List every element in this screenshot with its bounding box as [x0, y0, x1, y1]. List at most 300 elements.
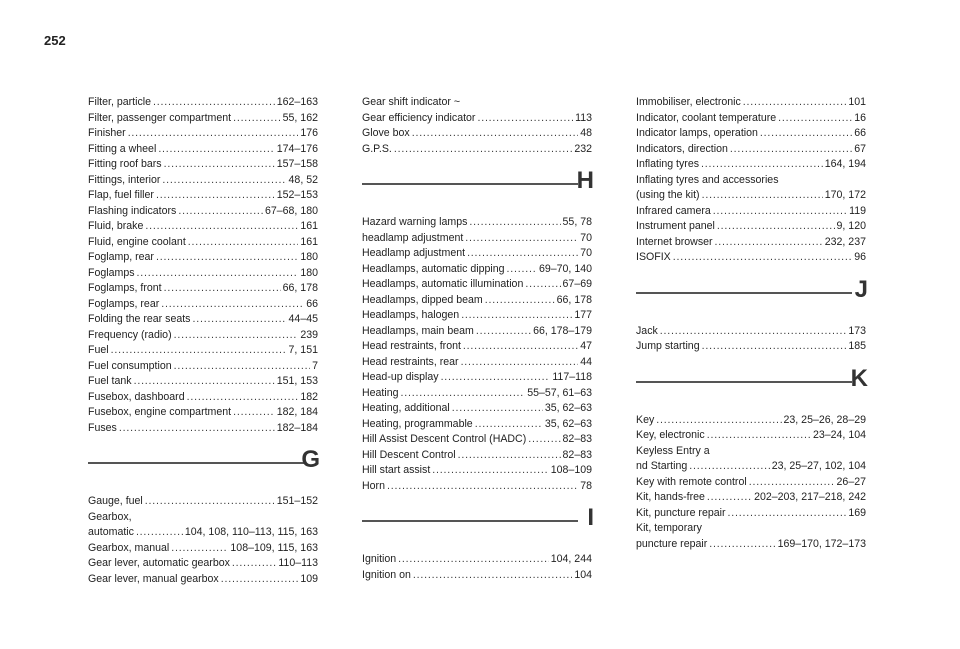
page-reference: 104, 108, 110–113, 115, 163 — [184, 526, 318, 538]
dot-leader — [528, 432, 560, 448]
dot-leader — [232, 556, 276, 572]
index-entry — [636, 126, 866, 142]
index-entry — [362, 568, 592, 584]
index-term: Fitting a wheel — [88, 142, 157, 155]
page-reference: 55, 78 — [562, 216, 592, 228]
section-header — [636, 355, 866, 413]
index-entry-line: Kit, temporary — [636, 522, 702, 534]
index-term: automatic — [88, 526, 134, 538]
page-reference: 104 — [574, 568, 592, 581]
index-term: Horn — [362, 479, 385, 492]
section-letter: I — [587, 504, 594, 531]
index-term: ISOFIX — [636, 251, 671, 263]
index-term: Fluid, brake — [88, 220, 144, 232]
dot-leader — [233, 405, 275, 421]
index-term: Indicator, coolant temperature — [636, 111, 777, 124]
page-reference: 101 — [848, 96, 866, 108]
index-term: Headlamps, dipped beam — [362, 293, 483, 306]
page-reference: 232, 237 — [824, 235, 866, 248]
dot-leader — [153, 95, 275, 111]
index-entry — [88, 188, 318, 204]
index-column-3 — [636, 95, 866, 552]
index-term: Head restraints, rear — [362, 355, 459, 368]
index-term: Heating — [362, 386, 399, 399]
index-entry — [88, 235, 318, 251]
dot-leader — [465, 231, 578, 247]
dot-leader — [485, 293, 555, 309]
index-term: Gearbox, manual — [88, 541, 170, 554]
index-term: G.P.S. — [362, 142, 392, 155]
index-entry — [362, 417, 592, 433]
index-entry — [362, 262, 592, 278]
index-entry — [362, 324, 592, 340]
page-reference: 44 — [580, 355, 592, 368]
dot-leader — [702, 188, 823, 204]
page-reference: 55–57, 61–63 — [527, 386, 592, 399]
index-entry — [636, 537, 866, 553]
index-entry — [362, 126, 592, 142]
page-reference: 82–83 — [562, 433, 592, 445]
index-entry — [88, 204, 318, 220]
dot-leader — [476, 324, 531, 340]
page-reference: 161 — [300, 235, 318, 248]
index-entry — [88, 359, 318, 375]
page-reference: 47 — [580, 340, 592, 352]
index-term: Headlamps, automatic illumination — [362, 278, 524, 290]
index-entry-line: Inflating tyres and accessories — [636, 173, 779, 186]
index-term: Headlamps, automatic dipping — [362, 262, 505, 275]
dot-leader — [398, 552, 549, 568]
index-term: Heating, additional — [362, 402, 450, 414]
dot-leader — [749, 475, 835, 491]
index-entry — [362, 293, 592, 309]
dot-leader — [221, 572, 299, 588]
index-entry — [636, 142, 866, 158]
index-term: Fusebox, engine compartment — [88, 406, 232, 418]
page-reference: 151–152 — [276, 495, 318, 507]
page-reference: 7 — [312, 359, 318, 372]
index-term: Flap, fuel filler — [88, 189, 154, 201]
index-entry — [636, 339, 866, 355]
index-entry — [636, 475, 866, 491]
page-reference: 67–69 — [562, 278, 592, 290]
index-term: Fuel — [88, 344, 109, 356]
dot-leader — [401, 386, 526, 402]
dot-leader — [174, 359, 310, 375]
dot-leader — [458, 448, 561, 464]
index-term: Headlamps, main beam — [362, 324, 474, 337]
index-term: Fittings, interior — [88, 173, 161, 186]
index-entry — [88, 541, 318, 557]
index-term: Indicator lamps, operation — [636, 127, 758, 139]
page-reference: 55, 162 — [282, 111, 318, 124]
index-entry — [362, 111, 592, 127]
page-number: 252 — [44, 33, 66, 48]
index-term: Gauge, fuel — [88, 495, 143, 507]
dot-leader — [467, 246, 578, 262]
dot-leader — [713, 204, 847, 220]
index-entry — [362, 308, 592, 324]
index-entry — [88, 328, 318, 344]
index-term: Headlamps, halogen — [362, 309, 460, 321]
index-term: Filter, particle — [88, 96, 151, 108]
index-term: Fuel consumption — [88, 359, 172, 372]
section-divider — [636, 381, 852, 383]
page-reference: 48, 52 — [288, 173, 318, 186]
dot-leader — [145, 219, 298, 235]
index-entry — [88, 343, 318, 359]
dot-leader — [477, 111, 573, 127]
section-divider — [362, 520, 578, 522]
index-entry — [362, 448, 592, 464]
index-term: Immobiliser, electronic — [636, 96, 741, 108]
dot-leader — [689, 459, 769, 475]
page-reference: 239 — [300, 328, 318, 341]
index-term: Fitting roof bars — [88, 158, 162, 170]
index-term: Foglamps, rear — [88, 297, 160, 310]
index-entry — [636, 413, 866, 429]
section-divider — [636, 292, 852, 294]
dot-leader — [707, 428, 811, 444]
page-reference: 44–45 — [288, 313, 318, 325]
index-entry — [636, 111, 866, 127]
index-entry-line: Keyless Entry a — [636, 444, 710, 457]
page-reference: 182, 184 — [276, 406, 318, 418]
index-entry-line: Gearbox, — [88, 510, 132, 523]
index-entry — [88, 572, 318, 588]
index-term: Inflating tyres — [636, 158, 700, 170]
index-entry — [362, 401, 592, 417]
dot-leader — [233, 111, 281, 127]
index-entry — [362, 479, 592, 495]
page-reference: 182–184 — [276, 421, 318, 434]
page-reference: 152–153 — [276, 189, 318, 201]
index-entry — [362, 463, 592, 479]
index-entry — [362, 339, 592, 355]
index-column-2 — [362, 95, 592, 583]
page-reference: 169–170, 172–173 — [777, 537, 866, 550]
page-reference: 23, 25–27, 102, 104 — [771, 460, 866, 472]
index-term: Hill Descent Control — [362, 448, 456, 461]
dot-leader — [164, 281, 281, 297]
dot-leader — [158, 142, 274, 158]
index-term: Kit, puncture repair — [636, 506, 726, 519]
dot-leader — [136, 525, 183, 541]
page-reference: 108–109, 115, 163 — [230, 541, 318, 554]
section-letter: K — [850, 364, 868, 392]
dot-leader — [656, 413, 781, 429]
index-entry — [88, 111, 318, 127]
index-entry — [88, 173, 318, 189]
dot-leader — [707, 490, 752, 506]
index-entry — [362, 231, 592, 247]
page-reference: 78 — [580, 479, 592, 492]
dot-leader — [701, 157, 823, 173]
index-entry — [636, 204, 866, 220]
index-term: Folding the rear seats — [88, 313, 191, 325]
dot-leader — [174, 328, 299, 344]
index-term: Hill start assist — [362, 464, 431, 476]
dot-leader — [709, 537, 775, 553]
section-header — [636, 266, 866, 324]
index-term: Headlamp adjustment — [362, 247, 466, 259]
dot-leader — [702, 339, 847, 355]
index-entry — [362, 355, 592, 371]
page-reference: 23–24, 104 — [812, 429, 866, 441]
page-reference: 26–27 — [836, 475, 866, 488]
index-term: Filter, passenger compartment — [88, 111, 232, 124]
index-entry — [88, 95, 318, 111]
index-term: Key with remote control — [636, 475, 747, 488]
dot-leader — [463, 339, 578, 355]
page-reference: 232 — [574, 142, 592, 155]
page-reference: 66 — [854, 127, 866, 139]
index-term: Fuses — [88, 421, 117, 434]
page-reference: 70 — [580, 231, 592, 244]
page-reference: 151, 153 — [276, 375, 318, 387]
index-entry — [362, 370, 592, 386]
dot-leader — [128, 126, 299, 142]
index-entry — [88, 250, 318, 266]
index-term: headlamp adjustment — [362, 231, 464, 244]
index-entry — [362, 552, 592, 568]
index-term: Glove box — [362, 127, 410, 139]
dot-leader — [137, 266, 299, 282]
dot-leader — [743, 95, 847, 111]
page-reference: 108–109 — [550, 464, 592, 476]
index-entry — [636, 490, 866, 506]
dot-leader — [728, 506, 847, 522]
page-reference: 66, 178 — [556, 293, 592, 306]
index-entry — [88, 374, 318, 390]
page-reference: 82–83 — [562, 448, 592, 461]
index-entry — [88, 266, 318, 282]
dot-leader — [760, 126, 852, 142]
dot-leader — [475, 417, 543, 433]
index-entry — [88, 297, 318, 313]
index-entry — [362, 386, 592, 402]
page-reference: 96 — [854, 251, 866, 263]
dot-leader — [717, 219, 835, 235]
index-entry — [88, 421, 318, 437]
page-reference: 170, 172 — [824, 189, 866, 201]
page-reference: 164, 194 — [824, 158, 866, 170]
dot-leader — [412, 126, 579, 142]
dot-leader — [660, 324, 847, 340]
section-header — [362, 494, 592, 552]
index-entry — [88, 556, 318, 572]
section-divider — [362, 183, 578, 185]
dot-leader — [525, 277, 560, 293]
index-entry — [636, 219, 866, 235]
page-reference: 157–158 — [276, 158, 318, 170]
dot-leader — [387, 479, 578, 495]
index-entry — [636, 428, 866, 444]
page-reference: 66, 178 — [282, 282, 318, 294]
index-entry — [88, 126, 318, 142]
page-reference: 110–113 — [278, 557, 318, 569]
section-letter: J — [854, 275, 868, 303]
index-entry — [636, 95, 866, 111]
dot-leader — [162, 173, 286, 189]
section-letter: H — [576, 167, 594, 194]
dot-leader — [469, 215, 560, 231]
page-reference: 182 — [300, 390, 318, 403]
dot-leader — [134, 374, 275, 390]
index-entry — [88, 157, 318, 173]
page-reference: 173 — [848, 324, 866, 337]
dot-leader — [171, 541, 228, 557]
dot-leader — [413, 568, 572, 584]
index-term: Hill Assist Descent Control (HADC) — [362, 433, 527, 445]
page-reference: 66, 178–179 — [533, 324, 592, 337]
index-term: Gear lever, automatic gearbox — [88, 557, 230, 569]
dot-leader — [188, 235, 299, 251]
page-reference: 70 — [580, 247, 592, 259]
index-term: Head restraints, front — [362, 340, 461, 352]
section-header — [362, 157, 592, 215]
dot-leader — [111, 343, 287, 359]
section-letter: G — [301, 446, 320, 473]
page-reference: 16 — [854, 111, 866, 124]
page-reference: 7, 151 — [288, 344, 318, 356]
dot-leader — [778, 111, 852, 127]
index-term: Flashing indicators — [88, 204, 177, 217]
dot-leader — [119, 421, 275, 437]
index-entry — [88, 525, 318, 541]
index-entry — [88, 312, 318, 328]
index-term: Kit, hands-free — [636, 491, 705, 503]
page-reference: 185 — [848, 340, 866, 352]
index-term: (using the kit) — [636, 189, 700, 201]
dot-leader — [187, 390, 299, 406]
page-reference: 67–68, 180 — [264, 204, 318, 217]
index-entry — [88, 390, 318, 406]
index-entry — [88, 142, 318, 158]
section-header — [88, 436, 318, 494]
index-term: Key, electronic — [636, 429, 705, 441]
page-reference: 35, 62–63 — [544, 417, 592, 430]
dot-leader — [715, 235, 823, 251]
dot-leader — [145, 494, 275, 510]
dot-leader — [164, 157, 275, 173]
page-reference: 174–176 — [276, 142, 318, 155]
page-reference: 161 — [300, 220, 318, 232]
dot-leader — [432, 463, 548, 479]
dot-leader — [161, 297, 304, 313]
dot-leader — [507, 262, 537, 278]
index-term: Jack — [636, 324, 658, 337]
page-reference: 117–118 — [552, 371, 592, 383]
page-reference: 162–163 — [276, 96, 318, 108]
index-term: Internet browser — [636, 235, 713, 248]
page-reference: 104, 244 — [550, 553, 592, 565]
page-reference: 48 — [580, 127, 592, 139]
index-term: Frequency (radio) — [88, 328, 172, 341]
index-term: Infrared camera — [636, 204, 711, 217]
dot-leader — [452, 401, 543, 417]
index-entry — [636, 157, 866, 173]
index-entry — [362, 215, 592, 231]
page-reference: 119 — [849, 204, 866, 217]
dot-leader — [673, 250, 852, 266]
index-entry — [636, 506, 866, 522]
section-divider — [88, 462, 304, 464]
dot-leader — [441, 370, 551, 386]
index-term: Gear efficiency indicator — [362, 111, 476, 124]
page-reference: 176 — [300, 127, 318, 139]
index-term: Head-up display — [362, 371, 439, 383]
index-entry — [362, 142, 592, 158]
index-term: Finisher — [88, 127, 126, 139]
index-term: nd Starting — [636, 460, 688, 472]
page-reference: 169 — [848, 506, 866, 519]
index-entry — [362, 432, 592, 448]
dot-leader — [156, 188, 275, 204]
page-reference: 23, 25–26, 28–29 — [783, 413, 866, 426]
index-entry — [88, 219, 318, 235]
page-reference: 177 — [574, 309, 592, 321]
index-term: Instrument panel — [636, 220, 715, 232]
index-entry — [636, 250, 866, 266]
dot-leader — [192, 312, 286, 328]
index-entry — [636, 188, 866, 204]
index-term: Fusebox, dashboard — [88, 390, 185, 403]
page-reference: 35, 62–63 — [544, 402, 592, 414]
page-reference: 67 — [854, 142, 866, 155]
index-term: Ignition — [362, 553, 397, 565]
index-entry — [362, 277, 592, 293]
page-reference: 9, 120 — [836, 220, 866, 232]
page-reference: 69–70, 140 — [538, 262, 592, 275]
page-reference: 202–203, 217–218, 242 — [754, 491, 866, 503]
index-entry — [88, 281, 318, 297]
page-reference: 180 — [300, 266, 318, 279]
index-term: Indicators, direction — [636, 142, 728, 155]
index-column-1 — [88, 95, 318, 587]
dot-leader — [156, 250, 298, 266]
index-entry — [88, 494, 318, 510]
index-term: Foglamps, front — [88, 282, 162, 294]
page-reference: 113 — [575, 111, 592, 124]
index-entry — [636, 324, 866, 340]
index-term: Jump starting — [636, 340, 700, 352]
index-entry — [362, 246, 592, 262]
index-entry — [88, 405, 318, 421]
page-reference: 66 — [306, 297, 318, 310]
index-term: Heating, programmable — [362, 417, 473, 430]
dot-leader — [461, 355, 579, 371]
index-term: Gear lever, manual gearbox — [88, 572, 219, 585]
index-term: Ignition on — [362, 568, 411, 581]
index-term: Fluid, engine coolant — [88, 235, 186, 248]
index-entry — [636, 459, 866, 475]
index-term: Foglamps — [88, 266, 135, 279]
index-term: puncture repair — [636, 537, 708, 550]
index-term: Key — [636, 413, 655, 426]
dot-leader — [178, 204, 263, 220]
dot-leader — [730, 142, 852, 158]
page-reference: 180 — [300, 251, 318, 263]
dot-leader — [461, 308, 572, 324]
index-term: Fuel tank — [88, 375, 132, 387]
dot-leader — [394, 142, 572, 158]
index-term: Hazard warning lamps — [362, 216, 468, 228]
index-term: Foglamp, rear — [88, 251, 154, 263]
index-entry — [636, 235, 866, 251]
index-entry-line: Gear shift indicator ~ — [362, 96, 461, 108]
page-reference: 109 — [300, 572, 318, 585]
